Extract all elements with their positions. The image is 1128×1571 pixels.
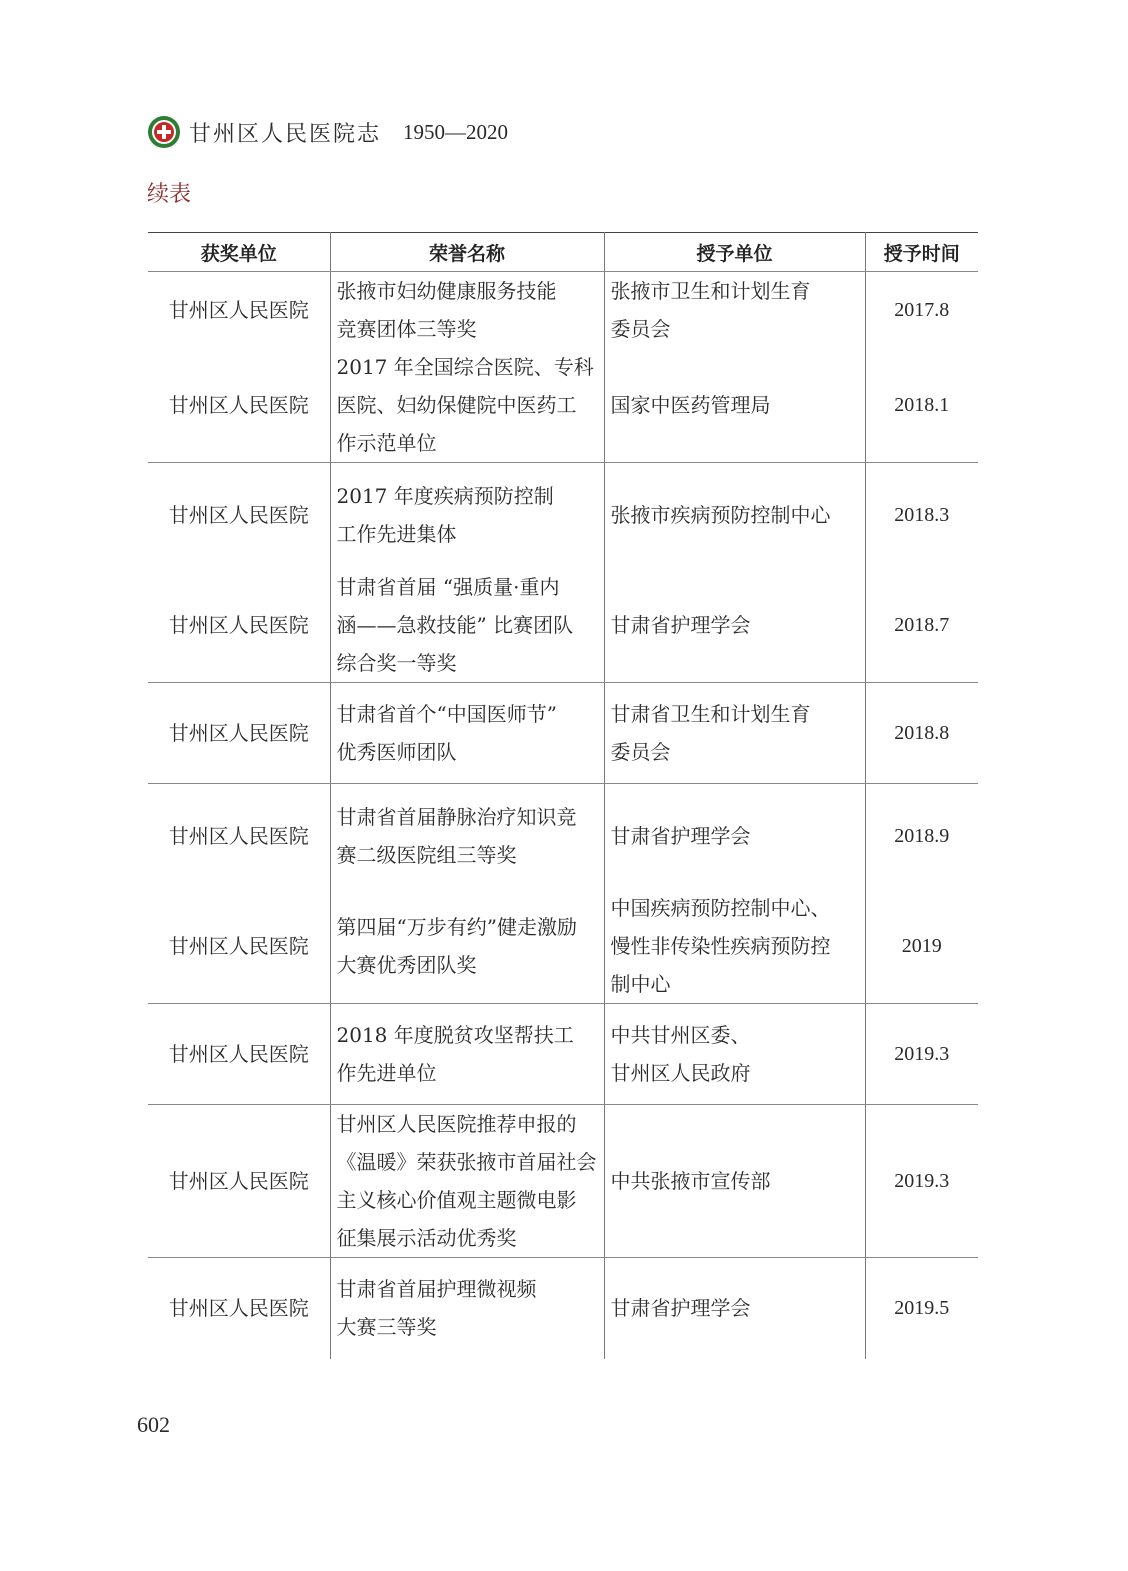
cell-honor-name	[330, 1105, 604, 1258]
table-row	[148, 1004, 978, 1105]
awards-table	[148, 232, 978, 1359]
cell-award-unit: 甘州区人民医院	[148, 682, 330, 783]
header-grantor: 授予单位	[604, 233, 865, 272]
table-body	[148, 272, 978, 1359]
honor-line: 涵——急救技能” 比赛团队	[336, 612, 574, 637]
grantor-line: 中共张掖市宣传部	[610, 1169, 771, 1193]
honor-line: 综合奖一等奖	[336, 650, 457, 675]
honor-line: 大赛三等奖	[336, 1315, 437, 1340]
cell-grant-date: 2019.3	[865, 1105, 978, 1258]
cell-grant-date: 2017.8	[894, 299, 950, 321]
honor-line: 竞赛团体三等奖	[336, 317, 477, 341]
cell-grantor	[604, 348, 865, 463]
cell-grantor	[604, 889, 865, 1004]
cell-honor-name	[330, 348, 604, 463]
cell-award-unit: 甘州区人民医院	[148, 1004, 330, 1105]
table-row	[148, 463, 978, 568]
cell-grantor	[604, 463, 865, 568]
cell-award-unit: 甘州区人民医院	[148, 463, 330, 568]
cell-honor-name	[330, 889, 604, 1004]
cell-honor-name	[330, 1004, 604, 1105]
running-header	[147, 112, 508, 152]
cell-award-unit: 甘州区人民医院	[148, 1105, 330, 1258]
cell-grant-date: 2018.9	[894, 825, 950, 848]
honor-line: 《温暖》荣获张掖市首届社会	[336, 1150, 597, 1174]
honor-line: 作先进单位	[336, 1061, 437, 1085]
header-honor-name: 荣誉名称	[330, 233, 604, 272]
cell-award-unit: 甘州区人民医院	[148, 889, 330, 1004]
honor-line: 甘肃省首届 “强质量·重内	[336, 574, 560, 599]
grantor-line: 中共甘州区委、	[610, 1023, 751, 1047]
cell-honor-name	[330, 783, 604, 889]
grantor-line: 慢性非传染性疾病预防控	[610, 934, 831, 958]
cell-honor-name	[330, 272, 604, 349]
honor-line: 征集展示活动优秀奖	[336, 1226, 517, 1250]
table-header-row	[148, 233, 978, 272]
grantor-line: 中国疾病预防控制中心、	[610, 896, 831, 920]
grantor-line: 甘肃省卫生和计划生育	[610, 701, 811, 726]
honor-line: 主义核心价值观主题微电影	[336, 1188, 577, 1212]
table-row	[148, 568, 978, 683]
table-row	[148, 783, 978, 889]
book-years: 1950—2020	[403, 119, 509, 144]
honor-line: 优秀医师团队	[336, 739, 457, 764]
honor-line: 工作先进集体	[336, 522, 457, 547]
honor-line: 大赛优秀团队奖	[336, 953, 477, 977]
honor-line: 甘肃省首届护理微视频	[336, 1277, 537, 1302]
cell-grant-date: 2019.5	[894, 1297, 950, 1320]
honor-line: 第四届“万步有约”健走激励	[336, 915, 577, 939]
honor-line: 张掖市妇幼健康服务技能	[336, 279, 557, 303]
honor-line: 2018 年度脱贫攻坚帮扶工	[336, 1023, 574, 1047]
cell-award-unit: 甘州区人民医院	[148, 348, 330, 463]
continued-label: 续表	[147, 182, 192, 207]
honor-line: 甘肃省首届静脉治疗知识竞	[336, 805, 577, 830]
grantor-line: 甘肃省护理学会	[610, 612, 751, 637]
cell-award-unit: 甘州区人民医院	[148, 1258, 330, 1359]
table-row	[148, 348, 978, 463]
table-row	[148, 1258, 978, 1359]
cell-grant-date: 2018.8	[865, 682, 978, 783]
cell-grantor	[604, 568, 865, 683]
grantor-line: 制中心	[610, 972, 671, 996]
page-number: 602	[137, 1412, 170, 1437]
cell-grantor	[604, 272, 865, 349]
honor-line: 作示范单位	[336, 431, 437, 455]
cell-grant-date: 2018.3	[894, 504, 950, 527]
cell-grant-date: 2018.1	[865, 348, 978, 463]
cell-honor-name	[330, 568, 604, 683]
cell-grantor	[604, 1258, 865, 1359]
header-grant-date: 授予时间	[865, 233, 978, 272]
table-row	[148, 889, 978, 1004]
cell-award-unit: 甘州区人民医院	[148, 272, 330, 349]
hospital-logo-icon	[147, 115, 181, 149]
honor-line: 医院、妇幼保健院中医药工	[336, 393, 577, 417]
honor-line: 甘肃省首个“中国医师节”	[336, 701, 557, 726]
cell-honor-name	[330, 463, 604, 568]
grantor-line: 张掖市疾病预防控制中心	[610, 503, 831, 528]
cell-grant-date: 2019	[865, 889, 978, 1004]
grantor-line: 甘肃省护理学会	[610, 1296, 751, 1321]
cell-grant-date: 2018.7	[865, 568, 978, 683]
honor-line: 甘州区人民医院推荐申报的	[336, 1112, 577, 1136]
table-row	[148, 272, 978, 349]
cell-award-unit: 甘州区人民医院	[148, 568, 330, 683]
cell-grantor	[604, 1004, 865, 1105]
header-award-unit: 获奖单位	[148, 233, 330, 272]
cell-award-unit: 甘州区人民医院	[148, 783, 330, 889]
honor-line: 赛二级医院组三等奖	[336, 843, 517, 868]
grantor-line: 国家中医药管理局	[610, 393, 771, 417]
cell-grant-date: 2019.3	[865, 1004, 978, 1105]
cell-grantor	[604, 1105, 865, 1258]
grantor-line: 甘肃省护理学会	[610, 824, 751, 849]
cell-grantor	[604, 682, 865, 783]
grantor-line: 甘州区人民政府	[610, 1061, 751, 1085]
table-row	[148, 1105, 978, 1258]
honor-line: 2017 年度疾病预防控制	[336, 484, 554, 509]
book-title: 甘州区人民医院志	[189, 121, 382, 147]
honor-line: 2017 年全国综合医院、专科	[336, 355, 594, 379]
table-row	[148, 682, 978, 783]
cell-honor-name	[330, 1258, 604, 1359]
cell-grantor	[604, 783, 865, 889]
grantor-line: 张掖市卫生和计划生育	[610, 279, 811, 303]
grantor-line: 委员会	[610, 739, 671, 764]
cell-honor-name	[330, 682, 604, 783]
grantor-line: 委员会	[610, 317, 671, 341]
